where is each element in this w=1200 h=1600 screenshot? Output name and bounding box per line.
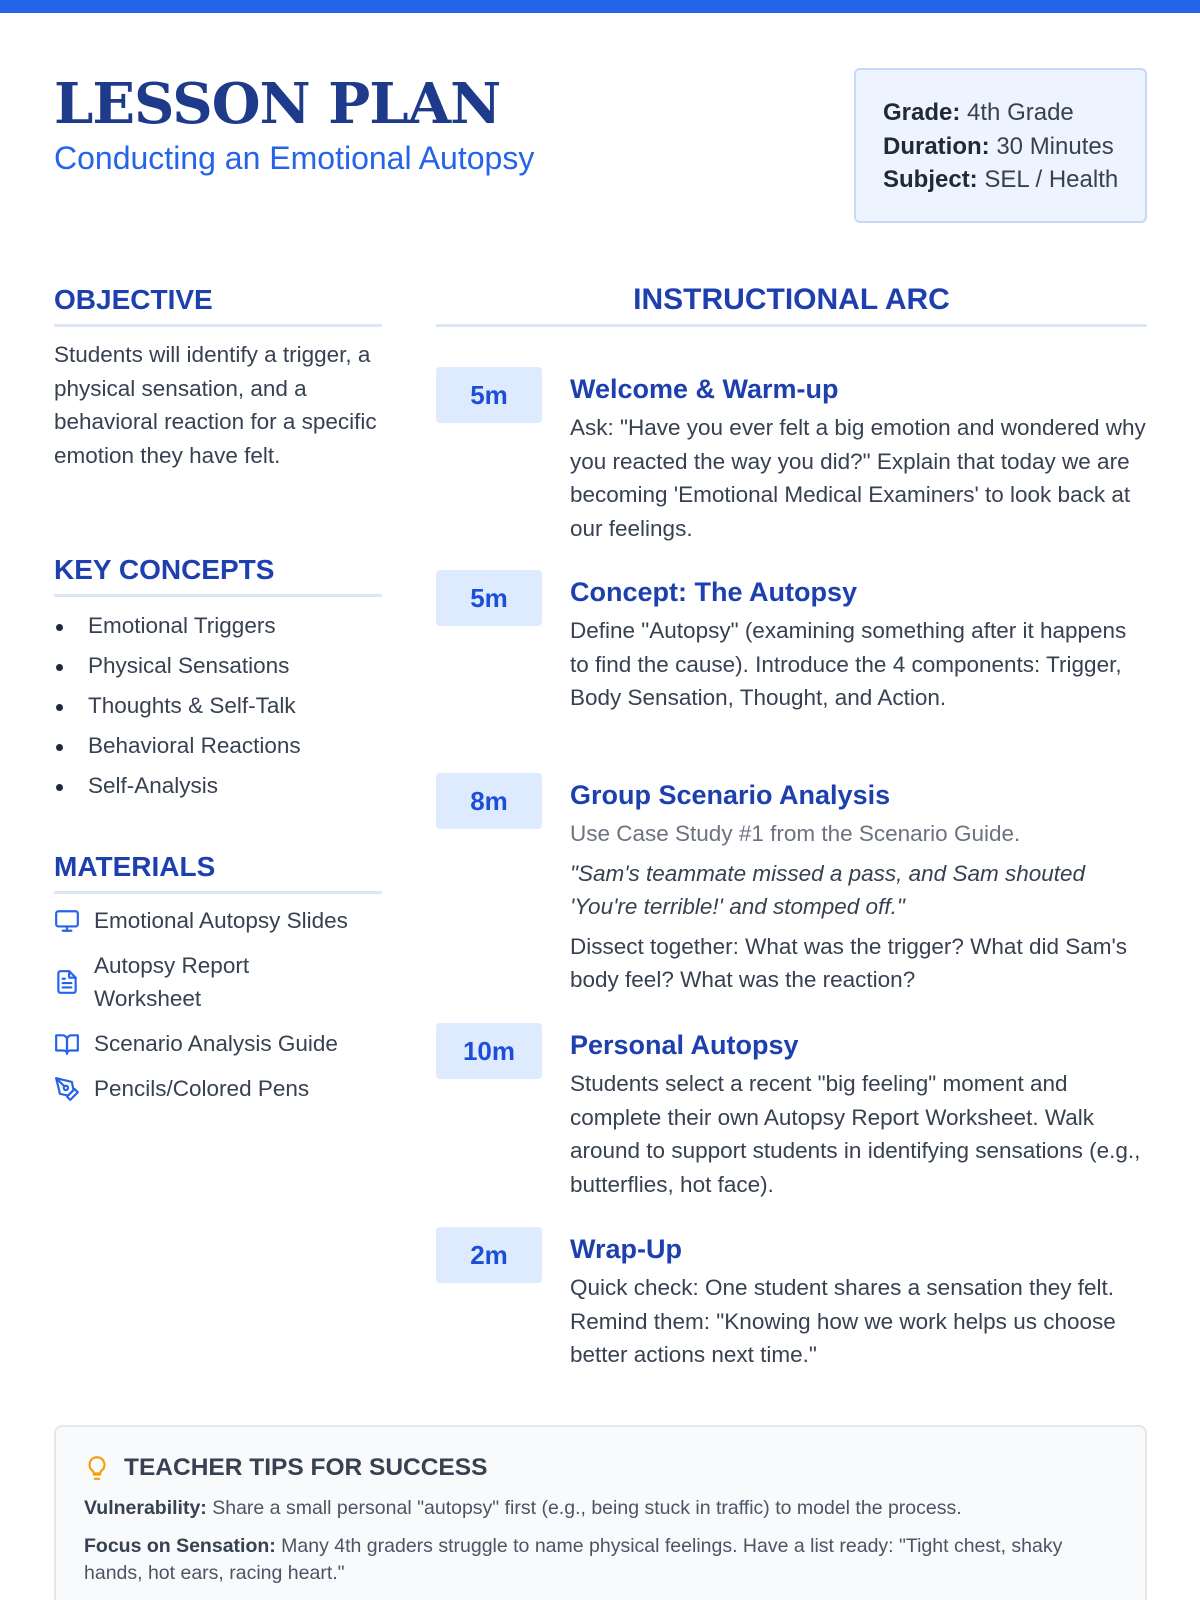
pen-icon xyxy=(54,1076,80,1102)
step-text: Quick check: One student shares a sensation they felt. Remind them: "Knowing how we work helps us choose better actions next time." xyxy=(570,1275,1116,1367)
step-title: Wrap-Up xyxy=(570,1234,682,1264)
tip-label: Vulnerability: xyxy=(84,1497,207,1519)
instructional-arc-heading: INSTRUCTIONAL ARC xyxy=(633,283,950,316)
subject-row xyxy=(883,163,1145,197)
step-text: Dissect together: What was the trigger? What did Sam's body feel? What was the reaction? xyxy=(570,933,1128,992)
time-badge: 5m xyxy=(436,367,542,423)
duration-label: Duration: xyxy=(883,132,990,160)
time-badge: 10m xyxy=(436,1023,542,1079)
objective-text: Students will identify a trigger, a physical sensation, and a behavioral reaction for a specific emotion they have felt. xyxy=(54,342,377,468)
grade-label: Grade: xyxy=(883,99,961,126)
step-text: Students select a recent "big feeling" moment and complete their own Autopsy Report Worksheet. Walk around to support students in identifying sensations (e.g., butterflies, hot face). xyxy=(570,1071,1141,1197)
materials-divider xyxy=(54,891,382,894)
time-badge: 8m xyxy=(436,773,542,829)
teacher-tips-header xyxy=(84,1453,1145,1483)
step-title: Welcome & Warm-up xyxy=(570,374,839,404)
tip-item xyxy=(84,1495,1104,1522)
page-subtitle: Conducting an Emotional Autopsy xyxy=(54,140,535,176)
step-text: Ask: "Have you ever felt a big emotion and wondered why you reacted the way you did?" Explain that today we are becoming 'Emotional Medical Examiners' to look back at our feelings. xyxy=(570,415,1146,541)
list-item: Behavioral Reactions xyxy=(54,726,301,766)
step-text: Define "Autopsy" (examining something after it happens to find the cause). Introduce the 4 components: Trigger, Body Sensation, Thought, and Action. xyxy=(570,618,1127,710)
grade-row xyxy=(883,96,1145,130)
key-concepts-list xyxy=(54,606,301,806)
list-item: Self-Analysis xyxy=(54,766,301,806)
objective-divider xyxy=(54,324,382,327)
tip-text: Many 4th graders struggle to name physical feelings. Have a list ready: "Tight chest, shaky hands, hot ears, racing heart." xyxy=(84,1535,1063,1584)
step-title: Group Scenario Analysis xyxy=(570,780,891,810)
duration-value: 30 Minutes xyxy=(996,132,1114,160)
time-badge: 5m xyxy=(436,570,542,626)
materials-list xyxy=(54,904,384,1117)
step-note: Use Case Study #1 from the Scenario Guide. xyxy=(570,821,1021,846)
step-body xyxy=(570,576,1147,715)
list-item: Thoughts & Self-Talk xyxy=(54,686,301,726)
tip-item xyxy=(84,1533,1104,1587)
material-label: Emotional Autopsy Slides xyxy=(94,908,348,933)
top-accent-bar xyxy=(0,0,1200,13)
material-item xyxy=(54,949,384,1015)
step-body xyxy=(570,1029,1147,1201)
materials-heading: MATERIALS xyxy=(54,851,216,882)
subject-value: SEL / Health xyxy=(984,166,1119,193)
scenario-quote: "Sam's teammate missed a pass, and Sam shouted 'You're terrible!' and stomped off." xyxy=(570,860,1086,919)
material-item xyxy=(54,1072,384,1105)
lightbulb-icon xyxy=(84,1454,110,1482)
step-body xyxy=(570,373,1147,545)
material-label: Scenario Analysis Guide xyxy=(94,1031,338,1056)
document-icon xyxy=(54,969,80,995)
teacher-tips-title: TEACHER TIPS FOR SUCCESS xyxy=(124,1454,488,1481)
material-item xyxy=(54,1027,384,1060)
instructional-arc-divider xyxy=(436,324,1147,327)
key-concepts-heading: KEY CONCEPTS xyxy=(54,554,275,585)
material-label: Autopsy Report Worksheet xyxy=(94,953,250,1011)
material-label: Pencils/Colored Pens xyxy=(94,1076,310,1101)
objective-heading: OBJECTIVE xyxy=(54,284,213,315)
material-item xyxy=(54,904,384,937)
book-icon xyxy=(54,1031,80,1057)
step-title: Concept: The Autopsy xyxy=(570,577,857,607)
step-body xyxy=(570,779,1147,997)
list-item: Emotional Triggers xyxy=(54,606,301,646)
duration-row xyxy=(883,130,1145,164)
step-body xyxy=(570,1233,1147,1372)
lesson-meta-box xyxy=(854,68,1147,223)
page-title: LESSON PLAN xyxy=(54,71,501,137)
teacher-tips-panel xyxy=(54,1425,1147,1600)
time-badge: 2m xyxy=(436,1227,542,1283)
tip-text: Share a small personal "autopsy" first (e.g., being stuck in traffic) to model the process. xyxy=(206,1497,962,1519)
monitor-icon xyxy=(54,908,80,934)
step-title: Personal Autopsy xyxy=(570,1030,799,1060)
list-item: Physical Sensations xyxy=(54,646,301,686)
tip-label: Focus on Sensation: xyxy=(84,1535,276,1557)
key-concepts-divider xyxy=(54,594,382,597)
subject-label: Subject: xyxy=(883,166,978,193)
grade-value: 4th Grade xyxy=(967,99,1074,126)
